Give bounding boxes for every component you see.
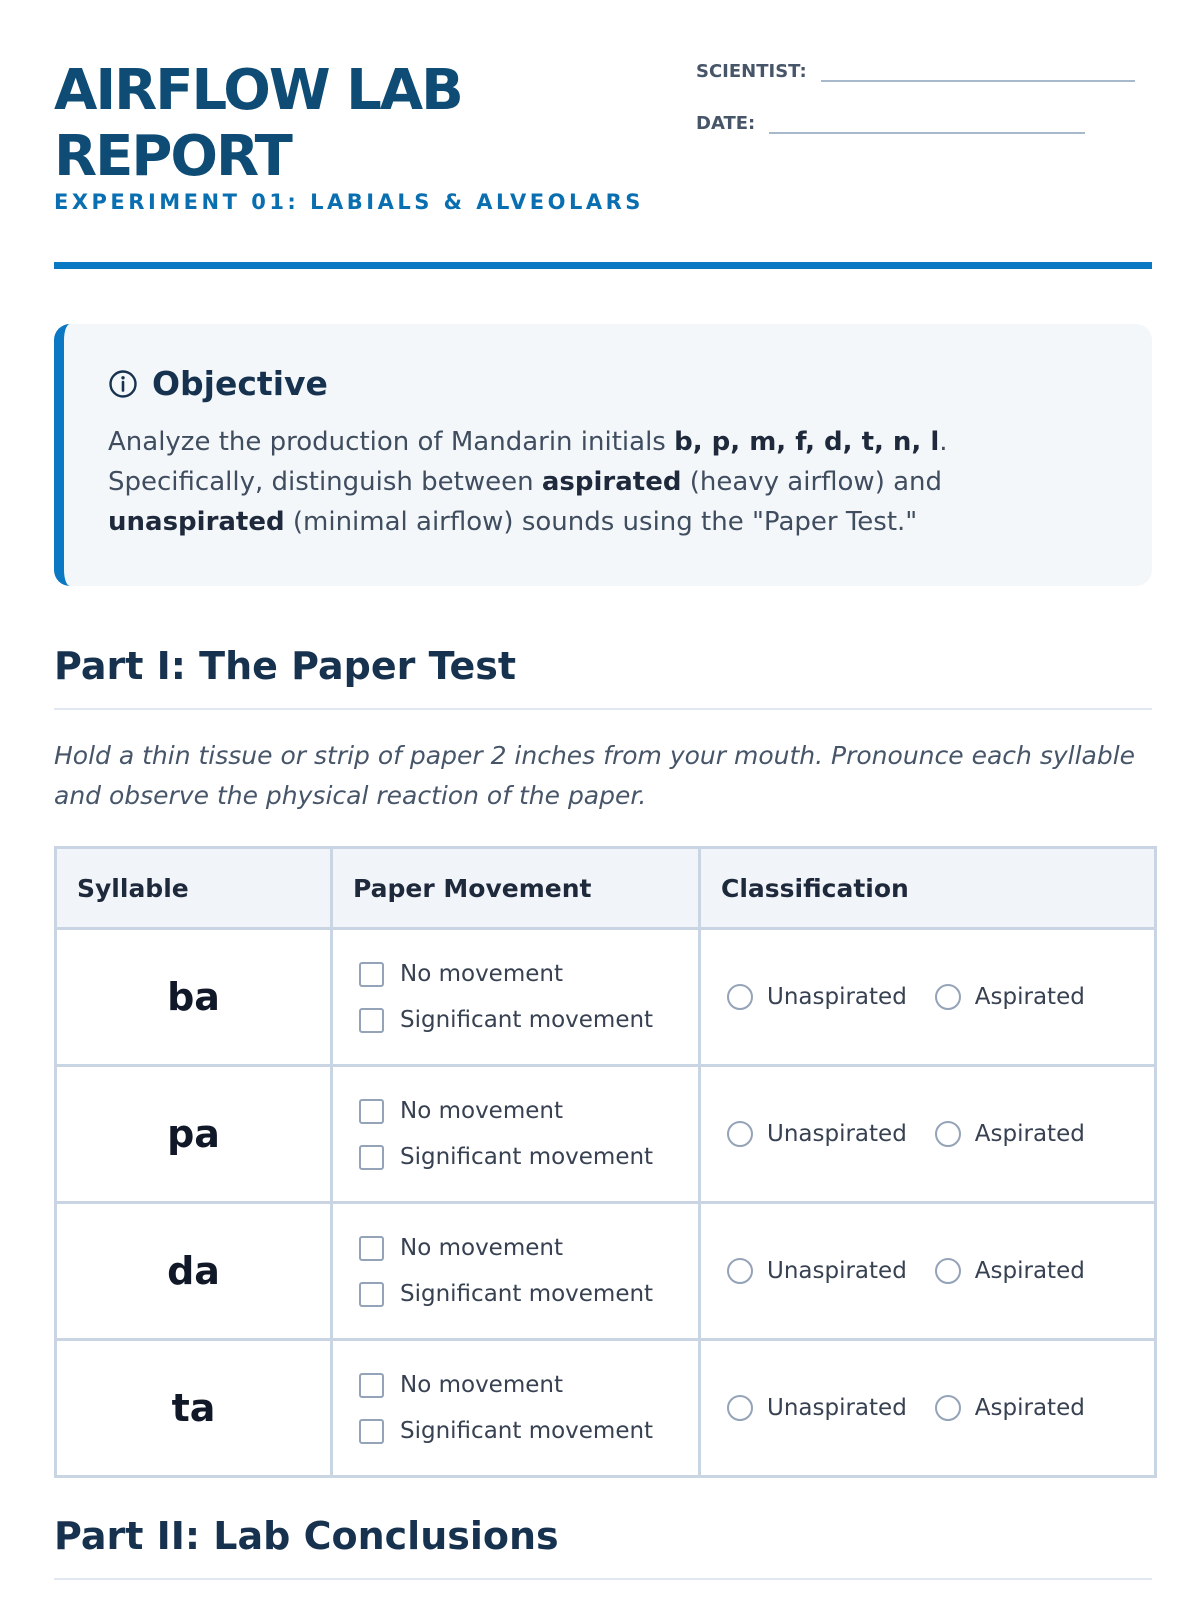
table-row [56, 1340, 1156, 1477]
paper-test-table [54, 846, 1157, 1478]
movement-cell [332, 1340, 700, 1477]
report-title-line-2: REPORT [54, 124, 291, 189]
syllable-cell: pa [56, 1066, 332, 1203]
objective-text-part-4: (minimal airflow) sounds using the "Paper Test." [284, 507, 918, 537]
classification-cell [700, 1203, 1156, 1340]
objective-aspirated: aspirated [541, 467, 682, 497]
unaspirated-radio[interactable] [727, 1121, 753, 1147]
unaspirated-label: Unaspirated [767, 1395, 907, 1421]
no-movement-label: No movement [400, 961, 563, 987]
table-header-row [56, 848, 1156, 929]
aspirated-option[interactable] [935, 984, 1085, 1010]
syllable-cell: ba [56, 929, 332, 1066]
significant-movement-label: Significant movement [400, 1281, 654, 1307]
objective-text-part-2: . Specifically, distinguish between [108, 427, 948, 497]
objective-title: Objective [152, 364, 328, 403]
aspirated-option[interactable] [935, 1395, 1085, 1421]
part-1-instruction: Hold a thin tissue or strip of paper 2 inches from your mouth. Pronounce each syllable and observe the physical reaction of the paper. [54, 741, 1136, 810]
classification-cell [700, 1066, 1156, 1203]
date-field[interactable] [769, 112, 1085, 134]
part-1-divider [54, 708, 1152, 710]
significant-movement-option[interactable] [359, 1271, 697, 1317]
syllable-cell: da [56, 1203, 332, 1340]
unaspirated-option[interactable] [727, 984, 907, 1010]
significant-movement-label: Significant movement [400, 1144, 654, 1170]
movement-cell [332, 929, 700, 1066]
scientist-label: SCIENTIST: [696, 61, 807, 82]
aspirated-radio[interactable] [935, 984, 961, 1010]
movement-cell [332, 1203, 700, 1340]
aspirated-label: Aspirated [974, 1258, 1085, 1284]
unaspirated-option[interactable] [727, 1258, 907, 1284]
classification-cell [700, 929, 1156, 1066]
header-divider [54, 262, 1152, 269]
no-movement-checkbox[interactable] [359, 1236, 384, 1261]
no-movement-option[interactable] [359, 1362, 697, 1408]
part-2-divider [54, 1578, 1152, 1580]
syllable-cell: ta [56, 1340, 332, 1477]
date-field-row [696, 112, 1085, 134]
significant-movement-option[interactable] [359, 997, 697, 1043]
no-movement-label: No movement [400, 1372, 563, 1398]
classification-cell [700, 1340, 1156, 1477]
unaspirated-radio[interactable] [727, 1395, 753, 1421]
unaspirated-option[interactable] [727, 1395, 907, 1421]
part-2-heading: Part II: Lab Conclusions [54, 1514, 559, 1558]
report-title-line-1: AIRFLOW LAB [54, 58, 462, 123]
objective-initials: b, p, m, f, d, t, n, l [674, 427, 940, 457]
significant-movement-checkbox[interactable] [359, 1419, 384, 1444]
classification-options [727, 984, 1153, 1010]
aspirated-radio[interactable] [935, 1258, 961, 1284]
unaspirated-radio[interactable] [727, 1258, 753, 1284]
objective-text-part-1: Analyze the production of Mandarin initials [108, 427, 675, 457]
significant-movement-checkbox[interactable] [359, 1008, 384, 1033]
unaspirated-label: Unaspirated [767, 984, 907, 1010]
significant-movement-label: Significant movement [400, 1007, 654, 1033]
classification-options [727, 1121, 1153, 1147]
column-header-classification: Classification [700, 848, 1156, 929]
objective-header [108, 364, 328, 403]
objective-unaspirated: unaspirated [108, 507, 285, 537]
objective-text [108, 422, 1108, 542]
no-movement-checkbox[interactable] [359, 1099, 384, 1124]
scientist-field[interactable] [821, 60, 1135, 82]
aspirated-label: Aspirated [974, 1121, 1085, 1147]
movement-cell [332, 1066, 700, 1203]
column-header-syllable: Syllable [56, 848, 332, 929]
report-title [54, 58, 462, 190]
table-row [56, 929, 1156, 1066]
objective-box [54, 324, 1152, 586]
no-movement-label: No movement [400, 1098, 563, 1124]
objective-text-part-3: (heavy airflow) and [681, 467, 943, 497]
no-movement-checkbox[interactable] [359, 1373, 384, 1398]
aspirated-option[interactable] [935, 1121, 1085, 1147]
experiment-subtitle: EXPERIMENT 01: LABIALS & ALVEOLARS [54, 190, 644, 214]
column-header-paper-movement: Paper Movement [332, 848, 700, 929]
significant-movement-checkbox[interactable] [359, 1282, 384, 1307]
table-row [56, 1203, 1156, 1340]
classification-options [727, 1395, 1153, 1421]
aspirated-option[interactable] [935, 1258, 1085, 1284]
significant-movement-option[interactable] [359, 1408, 697, 1454]
report-header [54, 58, 1152, 266]
unaspirated-label: Unaspirated [767, 1258, 907, 1284]
scientist-field-row [696, 60, 1135, 82]
classification-options [727, 1258, 1153, 1284]
info-icon [108, 369, 138, 399]
part-1-heading: Part I: The Paper Test [54, 644, 516, 688]
no-movement-option[interactable] [359, 951, 697, 997]
no-movement-checkbox[interactable] [359, 962, 384, 987]
significant-movement-checkbox[interactable] [359, 1145, 384, 1170]
no-movement-option[interactable] [359, 1225, 697, 1271]
unaspirated-label: Unaspirated [767, 1121, 907, 1147]
unaspirated-radio[interactable] [727, 984, 753, 1010]
no-movement-option[interactable] [359, 1088, 697, 1134]
no-movement-label: No movement [400, 1235, 563, 1261]
table-row [56, 1066, 1156, 1203]
unaspirated-option[interactable] [727, 1121, 907, 1147]
significant-movement-label: Significant movement [400, 1418, 654, 1444]
aspirated-radio[interactable] [935, 1121, 961, 1147]
significant-movement-option[interactable] [359, 1134, 697, 1180]
date-label: DATE: [696, 113, 756, 134]
aspirated-radio[interactable] [935, 1395, 961, 1421]
aspirated-label: Aspirated [974, 984, 1085, 1010]
aspirated-label: Aspirated [974, 1395, 1085, 1421]
